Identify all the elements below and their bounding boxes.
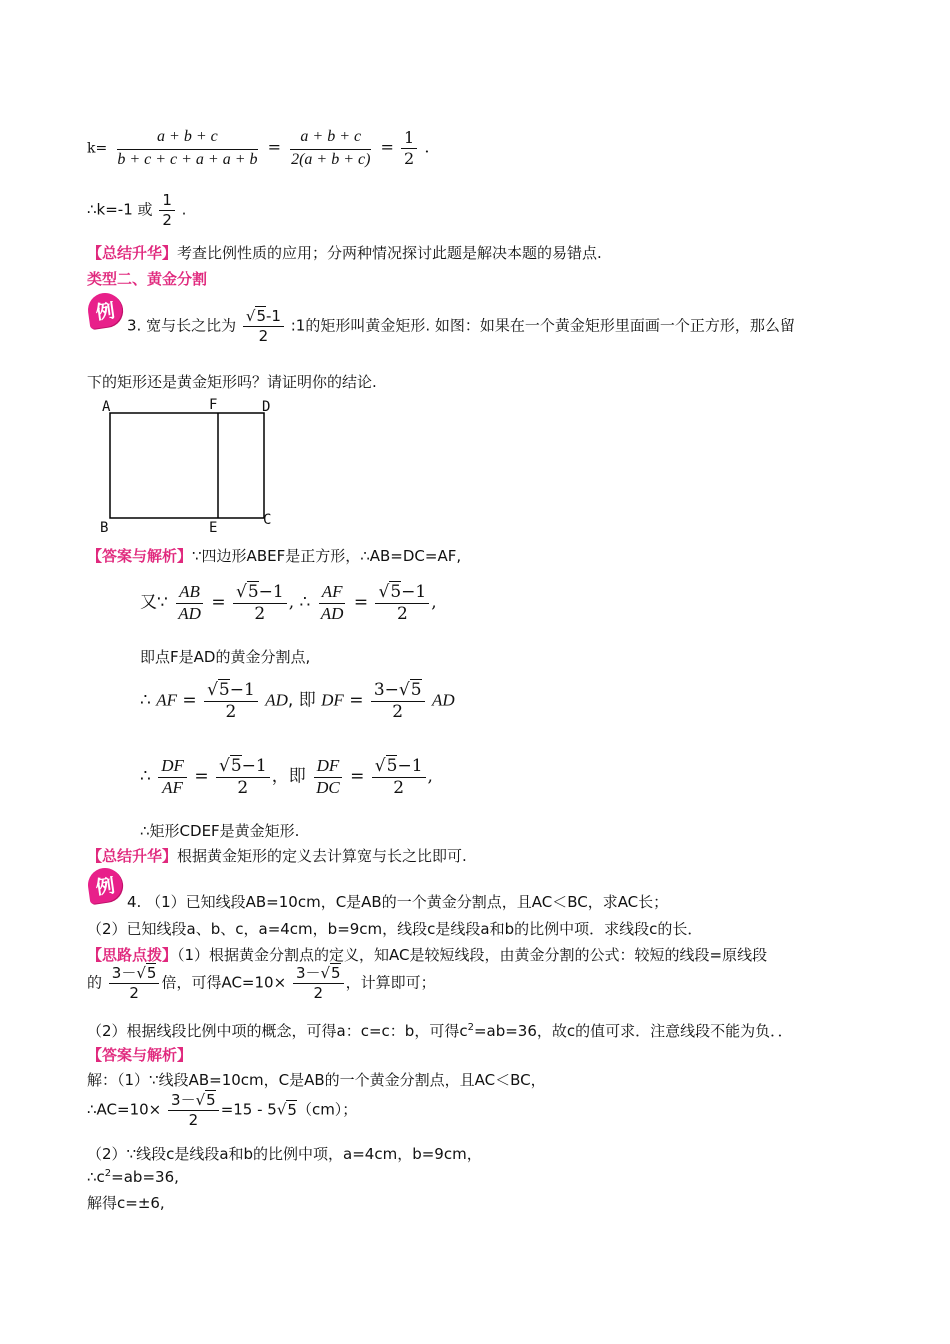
df-ratio-line — [140, 757, 433, 797]
eq-sign: = — [380, 137, 394, 157]
answer-tag: 【答案与解析】 — [87, 547, 193, 565]
period: . — [181, 200, 187, 219]
q3-lead: 3. 宽与长之比为 — [127, 316, 237, 335]
fraction-1-den: b + c + c + a + a + b — [117, 150, 258, 168]
radicand: 5 — [390, 582, 402, 602]
hint-line3 — [87, 1020, 793, 1041]
ans4-fraction: $\frac{3-√5}{2}$ — [168, 1092, 219, 1128]
den-two: 2 — [392, 701, 404, 722]
answer-3-header — [87, 545, 461, 566]
eq: = — [350, 766, 365, 787]
minus-one: −1 — [241, 756, 267, 776]
df-over-dc — [313, 757, 343, 797]
conclusion-3: ∴矩形CDEF是黄金矩形. — [140, 822, 300, 840]
midpoint-text: 即点F是AD的黄金分割点, — [140, 648, 311, 666]
hint-line1 — [87, 944, 767, 965]
therefore-k-text: ∴k=-1 或 — [87, 200, 153, 219]
fraction-2-num: a + b + c — [290, 128, 371, 150]
num-tail: -1 — [265, 307, 281, 325]
golden-fraction: $\frac{√5-1}{2}$ — [204, 681, 258, 721]
three-minus: 3－ — [295, 964, 321, 982]
radicand: 5 — [386, 756, 398, 776]
hint-line3a: （2）根据线段比例中项的概念，可得a：c=c：b，可得c — [87, 1022, 468, 1040]
comma: , — [431, 592, 437, 613]
radicand: 5 — [206, 1091, 216, 1109]
example-badge-icon: 例 — [86, 866, 124, 904]
af-over-ad — [318, 583, 347, 623]
AF: AF — [156, 690, 178, 710]
den-two: 2 — [396, 603, 408, 624]
summary-tag: 【总结升华】 — [87, 244, 178, 262]
radicand: 5 — [247, 582, 259, 602]
radicand: 5 — [331, 964, 341, 982]
fraction-3-num: 1 — [401, 129, 417, 149]
radicand: 5 — [146, 964, 157, 982]
eq-ab: =ab=36, — [111, 1168, 179, 1186]
therefore: ∴ — [140, 766, 151, 787]
summary-text: 考查比例性质的应用；分两种情况探讨此题是解决本题的易错点. — [177, 244, 602, 262]
minus-one: −1 — [401, 582, 427, 602]
eq: = — [182, 690, 197, 711]
k-prefix: k= — [87, 140, 108, 157]
answer-4-line3: （2）∵线段c是线段a和b的比例中项，a=4cm，b=9cm， — [87, 1145, 482, 1163]
num-AB: AB — [176, 583, 203, 604]
hint-text: （1）根据黄金分割点的定义，知AC是较短线段，由黄金分割的公式：较短的线段=原线段 — [177, 946, 768, 964]
three-minus: 3－ — [171, 1091, 196, 1109]
num-DF: DF — [158, 757, 187, 778]
hint-line3b: =ab=36，故c的值可求．注意线段不能为负．． — [473, 1022, 793, 1040]
superscript: 2 — [467, 1022, 474, 1033]
golden-ratio-fraction — [243, 308, 284, 344]
den: 2 — [129, 983, 139, 1002]
question-3-cont: 下的矩形还是黄金矩形吗？请证明你的结论. — [87, 373, 377, 391]
summary-1 — [87, 242, 602, 263]
fraction-1 — [114, 128, 260, 168]
comma: , — [288, 592, 295, 613]
den: 2 — [313, 983, 324, 1002]
radicand: 5 — [410, 680, 422, 700]
hint-fraction-1: $\frac{3-√5}{2}$ — [109, 965, 160, 1001]
hint-tag: 【思路点拨】 — [87, 946, 178, 964]
minus-one: −1 — [258, 582, 284, 602]
ab-over-ad — [175, 583, 204, 623]
minus-one: −1 — [229, 680, 255, 700]
den-AD: AD — [320, 603, 344, 623]
eq: = — [349, 690, 364, 711]
q3-text: :1的矩形叫黄金矩形. 如图：如果在一个黄金矩形里面画一个正方形，那么留 — [290, 316, 795, 335]
question-4-line2: （2）已知线段a、b、c，a=4cm，b=9cm，线段c是线段a和b的比例中项．求线段c的长． — [87, 920, 703, 938]
eq: = — [194, 766, 209, 787]
therefore: ∴ — [140, 690, 151, 711]
eq: = — [353, 592, 369, 613]
ac-eq: ∴AC=10× — [87, 1100, 162, 1119]
summary-tag: 【总结升华】 — [87, 847, 178, 865]
c-squared: ∴c — [87, 1168, 105, 1186]
three-minus: 3− — [373, 680, 399, 700]
golden-ratio-den: 2 — [258, 326, 269, 345]
answer-4-line1: 解：（1）∵线段AB=10cm，C是AB的一个黄金分割点，且AC＜BC， — [87, 1071, 546, 1089]
answer-4-line4 — [87, 1168, 179, 1186]
den-DC: DC — [316, 777, 340, 797]
label-D: D — [262, 399, 271, 415]
question-4-line1: 4. （1）已知线段AB=10cm，C是AB的一个黄金分割点，且AC＜BC，求AC长； — [127, 893, 669, 911]
radicand: 5 — [287, 1100, 297, 1119]
AD: AD — [431, 690, 455, 710]
golden-fraction: $\frac{√5-1}{2}$ — [372, 757, 426, 797]
fraction-3 — [401, 129, 417, 167]
section-heading-type2: 类型二、黄金分割 — [87, 270, 208, 288]
golden-fraction: $\frac{√5-1}{2}$ — [233, 583, 287, 623]
den-two: 2 — [393, 777, 405, 798]
rectangle-ABCD — [110, 413, 264, 518]
question-3 — [127, 308, 795, 344]
num-AF: AF — [319, 583, 346, 604]
label-F: F — [209, 397, 218, 413]
golden-fraction: $\frac{√5-1}{2}$ — [216, 757, 270, 797]
label-E: E — [209, 520, 218, 536]
fraction-2-den: 2(a + b + c) — [291, 150, 371, 168]
example-badge-icon: 例 — [86, 291, 124, 329]
label-A: A — [102, 399, 111, 415]
fraction-2 — [288, 128, 373, 168]
half-den: 2 — [162, 210, 172, 229]
you-because: 又∵ — [140, 592, 168, 613]
af-df-line — [140, 681, 455, 721]
den: 2 — [188, 1110, 199, 1129]
label-B: B — [100, 520, 109, 536]
answer-4-tag: 【答案与解析】 — [87, 1046, 193, 1064]
answer-3-ratio-line — [140, 583, 437, 623]
answer-4-line2: ∴AC=10× $\frac{3-√5}{2}$ =15 - 5√5（cm）； — [87, 1091, 358, 1129]
three-minus-fraction: $\frac{3-√5}{2}$ — [371, 681, 425, 721]
unit: （cm）； — [296, 1100, 358, 1119]
k-equation — [87, 128, 429, 168]
den-AF: AF — [162, 777, 183, 797]
period: . — [424, 137, 430, 157]
radicand: 5 — [218, 680, 230, 700]
AD: AD — [265, 690, 288, 710]
answer-3-line1: ∵四边形ABEF是正方形，∴AB=DC=AF, — [192, 547, 462, 565]
result: =15 - 5 — [220, 1100, 277, 1119]
ji: , 即 — [287, 690, 316, 711]
tail: ，计算即可； — [345, 973, 436, 992]
de: 的 — [87, 973, 103, 992]
superscript: 2 — [104, 1168, 112, 1179]
bei: 倍，可得AC=10× — [161, 973, 287, 992]
golden-fraction: $\frac{√5-1}{2}$ — [375, 583, 429, 623]
golden-ratio-num: √5-1 — [243, 308, 284, 327]
den-two: 2 — [237, 777, 249, 798]
fraction-3-den: 2 — [404, 148, 415, 168]
answer-4-line5: 解得c=±6, — [87, 1194, 165, 1212]
therefore: ∴ — [299, 592, 311, 613]
eq-sign: = — [267, 137, 281, 157]
den-two: 2 — [254, 603, 266, 624]
therefore-k — [87, 192, 186, 228]
hint-line2 — [87, 965, 436, 1001]
half-num: 1 — [159, 192, 175, 211]
DF: DF — [321, 690, 344, 710]
three-minus: 3－ — [111, 964, 137, 982]
half-fraction — [159, 192, 175, 228]
ji2: ，即 — [271, 766, 306, 787]
den-two: 2 — [225, 701, 237, 722]
eq: = — [211, 592, 226, 613]
df-over-af — [158, 757, 187, 797]
hint-fraction-2: $\frac{3-√5}{2}$ — [293, 965, 344, 1001]
label-C: C — [263, 512, 272, 528]
sqrt-radicand: 5 — [256, 307, 266, 325]
summary-text: 根据黄金矩形的定义去计算宽与长之比即可. — [177, 847, 467, 865]
fraction-1-num: a + b + c — [117, 128, 258, 150]
minus-one: −1 — [397, 756, 423, 776]
radicand: 5 — [230, 756, 242, 776]
comma: , — [427, 766, 433, 787]
den-AD: AD — [178, 603, 201, 623]
summary-2 — [87, 845, 467, 866]
num-DF: DF — [314, 757, 343, 778]
